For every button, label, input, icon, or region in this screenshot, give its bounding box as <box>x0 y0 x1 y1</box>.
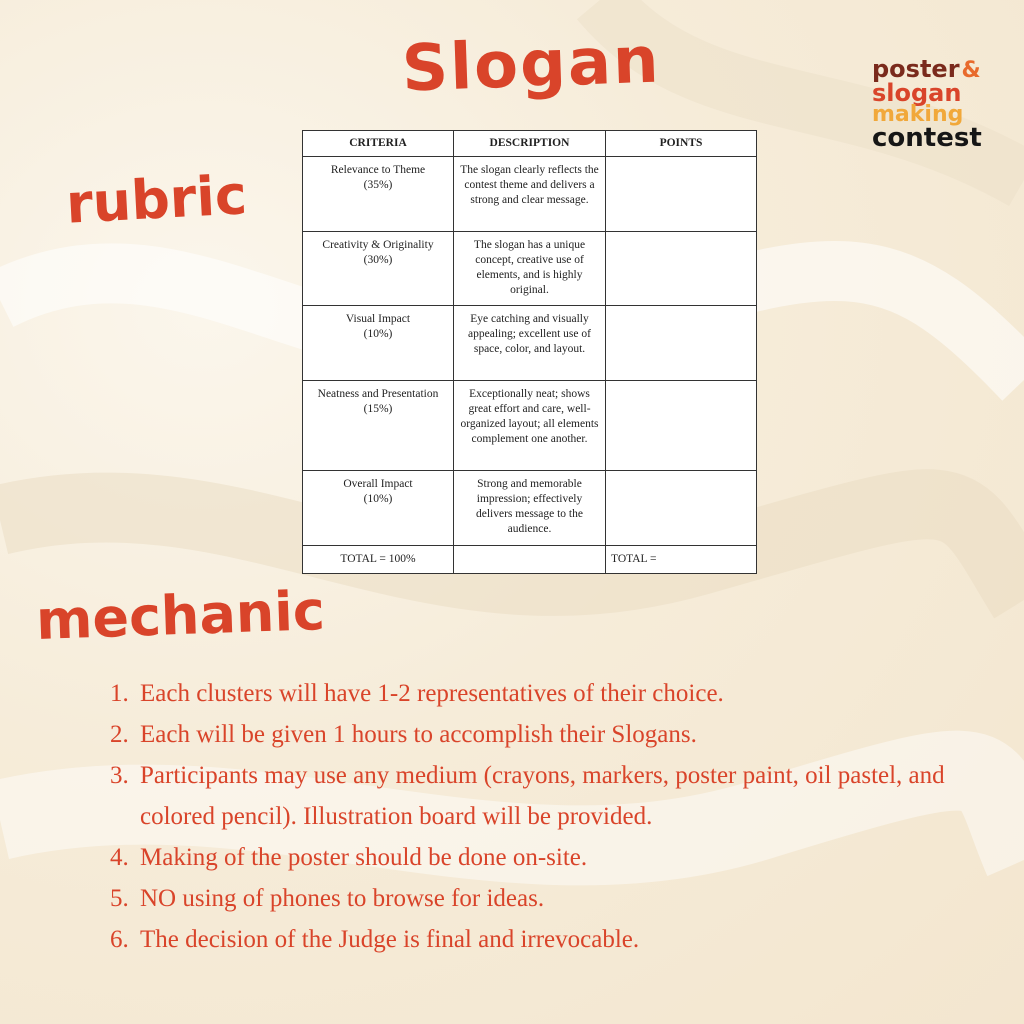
total-points-cell: TOTAL = <box>606 545 757 573</box>
criteria-weight: (10%) <box>363 492 393 505</box>
criteria-name: Overall Impact <box>343 477 413 490</box>
criteria-weight: (15%) <box>363 403 393 416</box>
item-number: 1. <box>110 680 129 707</box>
criteria-weight: (35%) <box>363 178 393 191</box>
item-text: Each will be given 1 hours to accomplish their Slogans. <box>140 721 697 748</box>
total-percent-cell: TOTAL = 100% <box>303 545 454 573</box>
header-criteria: CRITERIA <box>303 131 454 157</box>
table-total-row <box>303 545 757 573</box>
list-item <box>110 755 990 837</box>
mechanic-heading: mechanic <box>34 578 326 653</box>
points-cell <box>606 231 757 306</box>
criteria-cell <box>303 231 454 306</box>
points-cell <box>606 157 757 232</box>
page-title: Slogan <box>400 23 662 107</box>
rubric-table <box>302 130 757 574</box>
table-row <box>303 381 757 471</box>
logo-word-making: making <box>872 101 964 127</box>
rubric-heading: rubric <box>64 163 249 236</box>
item-text: Each clusters will have 1-2 representatives of their choice. <box>140 680 724 707</box>
criteria-name: Visual Impact <box>345 313 411 326</box>
table-row <box>303 470 757 545</box>
logo-word-contest: contest <box>872 122 982 153</box>
points-cell <box>606 306 757 381</box>
list-item <box>110 673 990 714</box>
contest-logo <box>872 55 982 153</box>
header-description: DESCRIPTION <box>454 131 606 157</box>
item-text: Participants may use any medium (crayons, markers, poster paint, oil pastel, and colored pencil). Illustration board will be provided. <box>140 762 945 830</box>
logo-word-poster: poster <box>872 55 960 83</box>
header-points: POINTS <box>606 131 757 157</box>
logo-word-slogan: slogan <box>872 78 962 107</box>
item-text: Making of the poster should be done on-site. <box>140 844 588 871</box>
list-item <box>110 878 990 919</box>
table-row <box>303 306 757 381</box>
list-item <box>110 714 990 755</box>
criteria-name: Relevance to Theme <box>330 164 426 176</box>
list-item <box>110 919 990 960</box>
item-text: The decision of the Judge is final and irrevocable. <box>140 926 640 953</box>
criteria-weight: (10%) <box>363 328 393 341</box>
list-item <box>110 837 990 878</box>
description-cell: The slogan has a unique concept, creative use of elements, and is highly original. <box>454 231 606 306</box>
table-header-row <box>303 131 757 157</box>
criteria-weight: (30%) <box>363 253 393 266</box>
criteria-cell <box>303 157 454 232</box>
item-number: 5. <box>110 885 129 912</box>
item-number: 2. <box>110 721 129 748</box>
points-cell <box>606 381 757 471</box>
table-row <box>303 231 757 306</box>
description-cell: Exceptionally neat; shows great effort and care, well-organized layout; all elements complement one another. <box>454 381 606 471</box>
criteria-cell <box>303 306 454 381</box>
item-number: 4. <box>110 844 129 871</box>
criteria-name: Creativity & Originality <box>322 238 434 251</box>
item-number: 6. <box>110 926 129 953</box>
criteria-cell <box>303 381 454 471</box>
description-cell: Eye catching and visually appealing; excellent use of space, color, and layout. <box>454 306 606 381</box>
criteria-cell <box>303 470 454 545</box>
description-cell: The slogan clearly reflects the contest theme and delivers a strong and clear message. <box>454 157 606 232</box>
item-text: NO using of phones to browse for ideas. <box>140 885 545 912</box>
logo-ampersand: & <box>961 58 981 83</box>
points-cell <box>606 470 757 545</box>
total-description-cell <box>454 545 606 573</box>
mechanics-list <box>110 673 990 960</box>
description-cell: Strong and memorable impression; effectively delivers message to the audience. <box>454 470 606 545</box>
criteria-name: Neatness and Presentation <box>317 388 439 401</box>
item-number: 3. <box>110 762 129 789</box>
table-row <box>303 157 757 232</box>
